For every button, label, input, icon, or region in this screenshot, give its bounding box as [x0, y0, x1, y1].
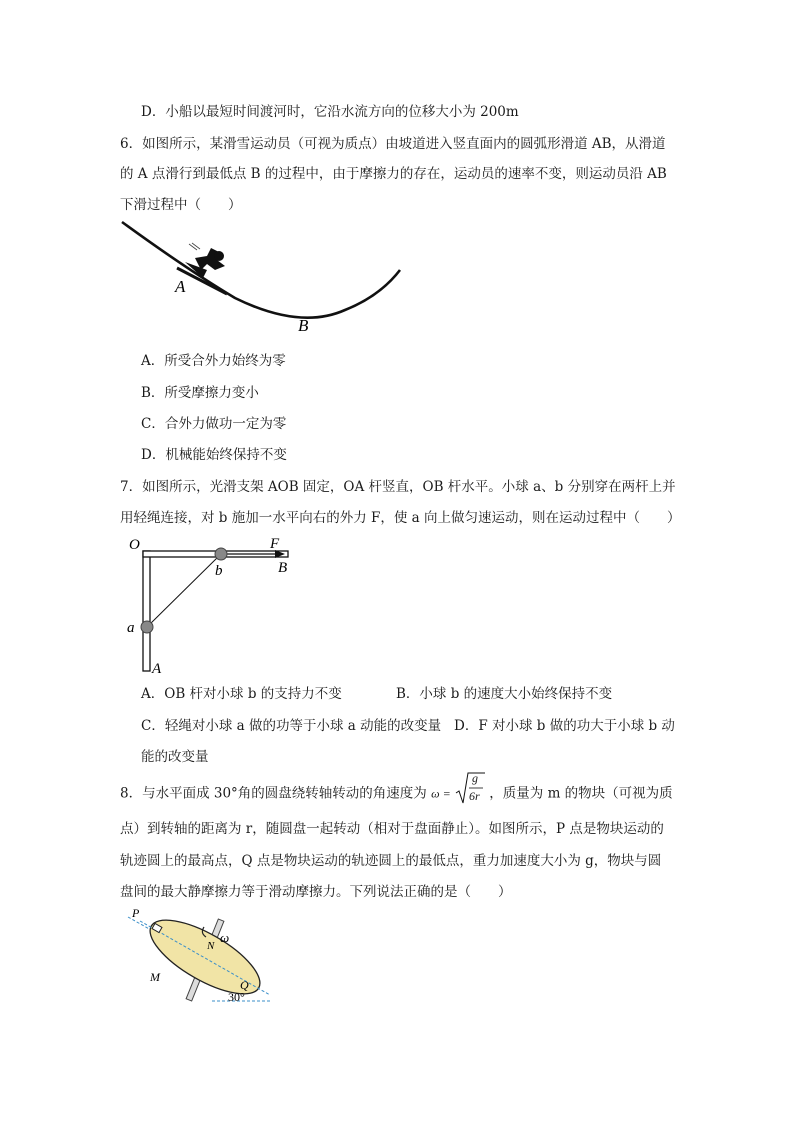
q7-option-b: B．小球 b 的速度大小始终保持不变: [396, 686, 613, 702]
q8-stem-line-3: 轨迹圆上的最高点，Q 点是物块运动的轨迹圆上的最低点，重力加速度大小为 g，物块与圆: [120, 853, 662, 869]
point-b-label: B: [278, 560, 288, 576]
angle-30-label: 30°: [228, 990, 245, 1004]
q8-stem-line-4: 盘间的最大静摩擦力等于滑动摩擦力。下列说法正确的是（ ）: [120, 884, 512, 900]
q8-stem-line-1: [120, 771, 673, 805]
omega-label: ω: [220, 930, 230, 945]
fraction-numerator: g: [471, 771, 478, 785]
q6-ski-slope-figure: [115, 218, 415, 338]
q7-option-c: C．轻绳对小球 a 做的功等于小球 a 动能的改变量: [141, 718, 442, 734]
point-b-label: B: [298, 316, 309, 335]
q5-option-d: D．小船以最短时间渡河时，它沿水流方向的位移大小为 200m: [141, 104, 519, 120]
ball-a-label: a: [127, 620, 135, 636]
q7-option-d-cont: 能的改变量: [141, 749, 209, 765]
omega-equation: ω =: [431, 786, 451, 801]
ball-b-label: b: [215, 563, 223, 579]
vertical-rod-oa: [143, 551, 150, 671]
q7-option-a: A．OB 杆对小球 b 的支持力不变: [141, 686, 342, 702]
rotating-disc: [140, 906, 270, 1008]
q8-stem-part-2: ，质量为 m 的物块（可视为质: [489, 785, 673, 802]
light-rope: [147, 554, 221, 627]
point-a-label: A: [175, 277, 186, 296]
q7-option-d: D．F 对小球 b 做的功大于小球 b 动: [454, 718, 675, 734]
q6-option-c: C．合外力做功一定为零: [141, 416, 287, 432]
point-q-label: Q: [240, 978, 249, 992]
point-a-label: A: [152, 661, 162, 677]
q7-frame-figure: [125, 535, 305, 680]
q6-stem-line-2: 的 A 点滑行到最低点 B 的过程中，由于摩擦力的存在，运动员的速率不变，则运动员沿 AB: [120, 166, 667, 182]
q6-stem-line-1: 6．如图所示，某滑雪运动员（可视为质点）由坡道进入竖直面内的圆弧形滑道 AB，从滑道: [120, 136, 666, 152]
sqrt-fraction: [455, 771, 485, 805]
q7-stem-line-2: 用轻绳连接，对 b 施加一水平向右的外力 F，使 a 向上做匀速运动，则在运动过程中（ ）: [120, 510, 681, 526]
ball-a: [141, 621, 153, 633]
point-o-label: O: [129, 537, 140, 553]
point-n-label: N: [207, 940, 215, 952]
q7-stem-line-1: 7．如图所示，光滑支架 AOB 固定，OA 杆竖直，OB 杆水平。小球 a、b 分别穿在两杆上并: [120, 479, 676, 495]
fraction-denominator: 6r: [468, 789, 480, 803]
q6-option-b: B．所受摩擦力变小: [141, 385, 259, 401]
q8-stem-line-2: 点）到转轴的距离为 r，随圆盘一起转动（相对于盘面静止）。如图所示，P 点是物块运动的: [120, 821, 664, 837]
q8-stem-part-1: 8．与水平面成 30°角的圆盘绕转轴转动的角速度为: [120, 785, 427, 802]
q8-rotating-disc-figure: [120, 905, 295, 1010]
force-f-label: F: [270, 536, 280, 552]
point-p-label: P: [132, 906, 140, 920]
q6-stem-line-3: 下滑过程中（ ）: [120, 197, 242, 213]
q6-option-a: A．所受合外力始终为零: [141, 353, 286, 369]
q6-option-d: D．机械能始终保持不变: [141, 447, 287, 463]
slope-arc: [122, 222, 400, 318]
ball-b: [215, 548, 227, 560]
point-m-label: M: [150, 970, 160, 984]
